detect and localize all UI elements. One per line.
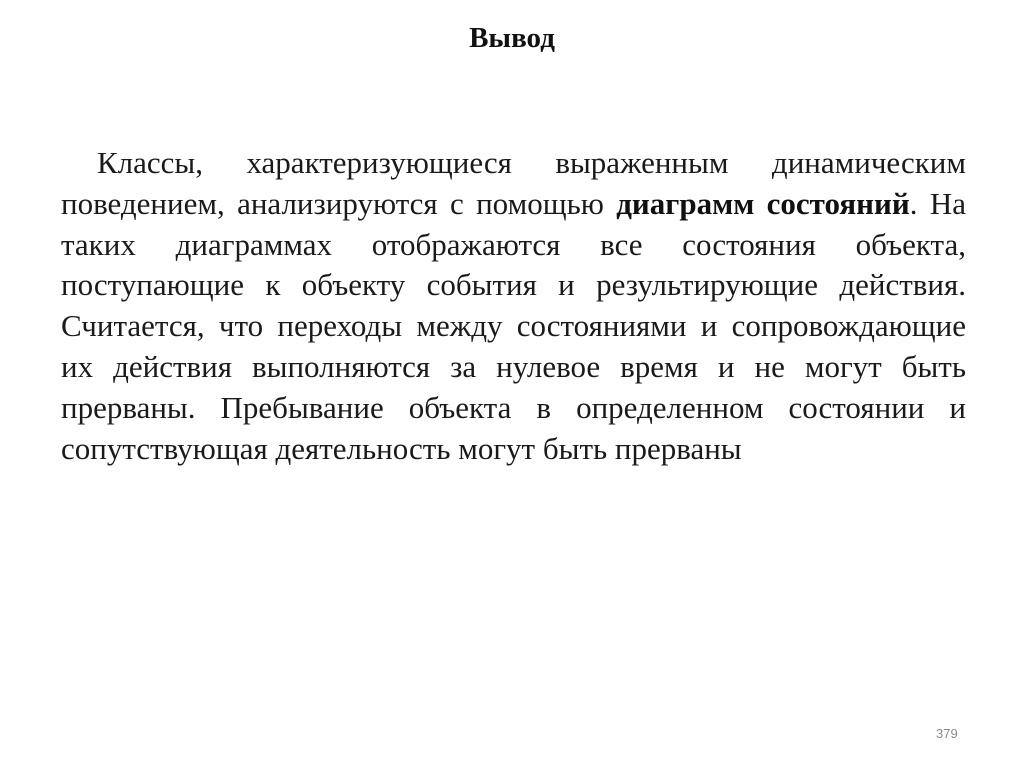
slide-title: Вывод: [469, 22, 555, 54]
body-paragraph: [61, 143, 966, 469]
paragraph-text-end: . На таких диаграммах отображаются все состояния объекта, поступающие к объекту события и результирующие действия. Считается, что переходы между состояниями и сопровождающие их действия выполняются за нулевое время и не могут быть прерваны. Пребывание объекта в определенном состоянии и сопутствующая деятельность могут быть прерваны: [61, 185, 967, 466]
paragraph-text-start: Классы, характеризующиеся выраженным динамическим поведением, анализируются с помощью: [61, 145, 966, 221]
page-number: 379: [936, 726, 958, 741]
paragraph-emphasis: диаграмм состояний: [616, 185, 910, 221]
